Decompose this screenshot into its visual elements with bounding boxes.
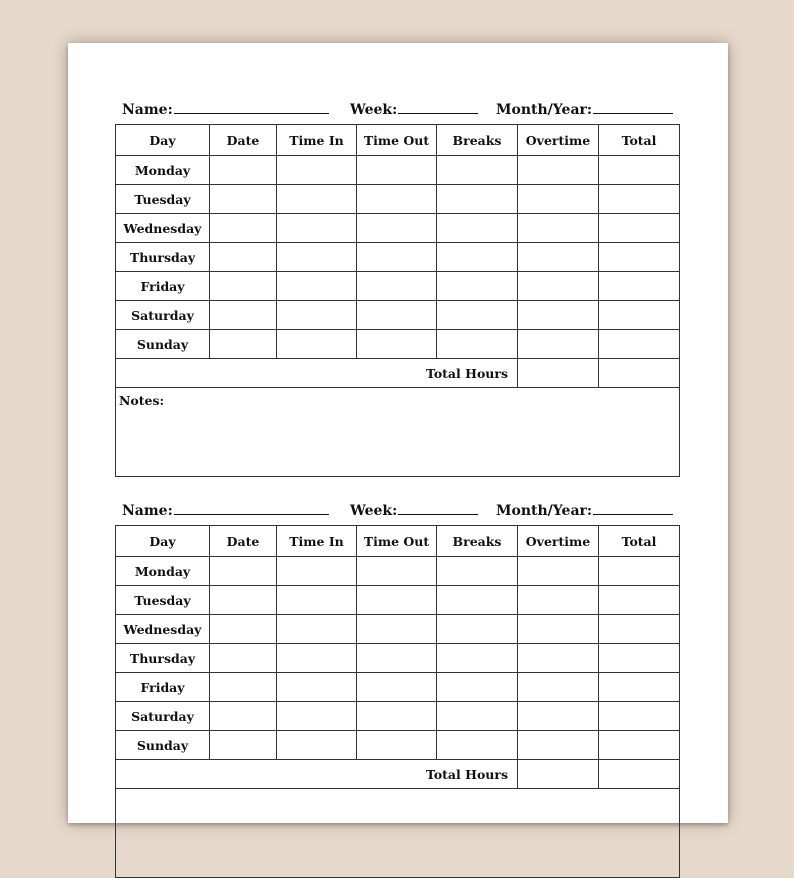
total-cell[interactable] <box>599 185 680 214</box>
month-year-label: Month/Year: <box>496 102 593 118</box>
timesheet-table <box>115 124 680 477</box>
day-label: Tuesday <box>116 185 210 214</box>
table-row <box>116 673 680 702</box>
breaks-cell[interactable] <box>437 272 518 301</box>
time-out-cell[interactable] <box>357 272 437 301</box>
overtime-cell[interactable] <box>518 185 599 214</box>
total-cell[interactable] <box>599 673 680 702</box>
time-in-cell[interactable] <box>277 243 357 272</box>
date-cell[interactable] <box>210 243 277 272</box>
table-header-row <box>116 125 680 156</box>
table-row <box>116 557 680 586</box>
notes-row <box>116 789 680 878</box>
table-row <box>116 214 680 243</box>
time-in-cell[interactable] <box>277 301 357 330</box>
timesheet-section-2 <box>115 502 679 782</box>
grand-total-cell[interactable] <box>599 359 680 388</box>
column-header-day: Day <box>116 125 210 156</box>
total-cell[interactable] <box>599 301 680 330</box>
time-out-cell[interactable] <box>357 330 437 359</box>
month-year-blank[interactable] <box>593 502 673 515</box>
date-cell[interactable] <box>210 673 277 702</box>
column-header-breaks: Breaks <box>437 526 518 557</box>
column-header-breaks: Breaks <box>437 125 518 156</box>
overtime-cell[interactable] <box>518 330 599 359</box>
overtime-cell[interactable] <box>518 301 599 330</box>
time-out-cell[interactable] <box>357 615 437 644</box>
column-header-day: Day <box>116 526 210 557</box>
notes-area[interactable] <box>116 388 680 477</box>
date-cell[interactable] <box>210 330 277 359</box>
day-label: Friday <box>116 272 210 301</box>
total-cell[interactable] <box>599 214 680 243</box>
total-cell[interactable] <box>599 644 680 673</box>
notes-label: Notes: <box>119 393 165 408</box>
breaks-cell[interactable] <box>437 214 518 243</box>
breaks-cell[interactable] <box>437 185 518 214</box>
overtime-cell[interactable] <box>518 586 599 615</box>
overtime-cell[interactable] <box>518 243 599 272</box>
name-label: Name: <box>122 503 173 519</box>
breaks-cell[interactable] <box>437 330 518 359</box>
week-field[interactable] <box>350 502 478 519</box>
breaks-cell[interactable] <box>437 243 518 272</box>
column-header-total: Total <box>599 526 680 557</box>
day-label: Sunday <box>116 731 210 760</box>
total-cell[interactable] <box>599 243 680 272</box>
breaks-cell[interactable] <box>437 731 518 760</box>
time-out-cell[interactable] <box>357 243 437 272</box>
week-label: Week: <box>350 102 398 118</box>
time-out-cell[interactable] <box>357 301 437 330</box>
breaks-cell[interactable] <box>437 301 518 330</box>
time-out-cell[interactable] <box>357 673 437 702</box>
table-row <box>116 156 680 185</box>
time-out-cell[interactable] <box>357 156 437 185</box>
month-year-blank[interactable] <box>593 101 673 114</box>
grand-total-cell[interactable] <box>599 760 680 789</box>
breaks-cell[interactable] <box>437 156 518 185</box>
day-label: Wednesday <box>116 214 210 243</box>
breaks-cell[interactable] <box>437 615 518 644</box>
date-cell[interactable] <box>210 557 277 586</box>
time-in-cell[interactable] <box>277 615 357 644</box>
day-label: Thursday <box>116 243 210 272</box>
overtime-cell[interactable] <box>518 615 599 644</box>
table-row <box>116 731 680 760</box>
table-row <box>116 243 680 272</box>
total-cell[interactable] <box>599 586 680 615</box>
total-cell[interactable] <box>599 702 680 731</box>
time-in-cell[interactable] <box>277 557 357 586</box>
date-cell[interactable] <box>210 156 277 185</box>
timesheet-table <box>115 525 680 878</box>
time-out-cell[interactable] <box>357 557 437 586</box>
column-header-overtime: Overtime <box>518 125 599 156</box>
time-in-cell[interactable] <box>277 731 357 760</box>
month-year-label: Month/Year: <box>496 503 593 519</box>
date-cell[interactable] <box>210 185 277 214</box>
date-cell[interactable] <box>210 586 277 615</box>
total-cell[interactable] <box>599 272 680 301</box>
notes-row <box>116 388 680 477</box>
day-label: Tuesday <box>116 586 210 615</box>
date-cell[interactable] <box>210 615 277 644</box>
date-cell[interactable] <box>210 301 277 330</box>
total-cell[interactable] <box>599 156 680 185</box>
name-field[interactable] <box>122 101 329 118</box>
time-in-cell[interactable] <box>277 673 357 702</box>
table-row <box>116 330 680 359</box>
day-label: Saturday <box>116 702 210 731</box>
column-header-date: Date <box>210 526 277 557</box>
breaks-cell[interactable] <box>437 586 518 615</box>
name-blank[interactable] <box>174 101 329 114</box>
column-header-overtime: Overtime <box>518 526 599 557</box>
time-in-cell[interactable] <box>277 185 357 214</box>
table-row <box>116 702 680 731</box>
column-header-time-out: Time Out <box>357 526 437 557</box>
date-cell[interactable] <box>210 702 277 731</box>
overtime-cell[interactable] <box>518 272 599 301</box>
time-out-cell[interactable] <box>357 702 437 731</box>
table-row <box>116 615 680 644</box>
timesheet-page <box>68 43 728 823</box>
week-field[interactable] <box>350 101 478 118</box>
time-in-cell[interactable] <box>277 644 357 673</box>
overtime-cell[interactable] <box>518 214 599 243</box>
table-header-row <box>116 526 680 557</box>
timesheet-section-1 <box>115 101 679 408</box>
name-blank[interactable] <box>174 502 329 515</box>
time-out-cell[interactable] <box>357 586 437 615</box>
notes-area[interactable] <box>116 789 680 878</box>
header-fields <box>115 502 679 524</box>
overtime-cell[interactable] <box>518 156 599 185</box>
overtime-cell[interactable] <box>518 644 599 673</box>
column-header-total: Total <box>599 125 680 156</box>
date-cell[interactable] <box>210 272 277 301</box>
date-cell[interactable] <box>210 644 277 673</box>
overtime-cell[interactable] <box>518 731 599 760</box>
time-out-cell[interactable] <box>357 214 437 243</box>
date-cell[interactable] <box>210 731 277 760</box>
table-row <box>116 586 680 615</box>
table-row <box>116 301 680 330</box>
day-label: Saturday <box>116 301 210 330</box>
month-year-field[interactable] <box>496 101 673 118</box>
time-in-cell[interactable] <box>277 214 357 243</box>
time-in-cell[interactable] <box>277 586 357 615</box>
time-in-cell[interactable] <box>277 330 357 359</box>
total-cell[interactable] <box>599 557 680 586</box>
total-hours-label: Total Hours <box>116 359 518 388</box>
day-label: Thursday <box>116 644 210 673</box>
name-field[interactable] <box>122 502 329 519</box>
total-cell[interactable] <box>599 330 680 359</box>
total-cell[interactable] <box>599 731 680 760</box>
total-hours-row <box>116 760 680 789</box>
time-out-cell[interactable] <box>357 731 437 760</box>
day-label: Monday <box>116 156 210 185</box>
table-row <box>116 272 680 301</box>
breaks-cell[interactable] <box>437 702 518 731</box>
column-header-time-in: Time In <box>277 526 357 557</box>
column-header-time-out: Time Out <box>357 125 437 156</box>
header-fields <box>115 101 679 123</box>
date-cell[interactable] <box>210 214 277 243</box>
column-header-date: Date <box>210 125 277 156</box>
time-out-cell[interactable] <box>357 185 437 214</box>
name-label: Name: <box>122 102 173 118</box>
overtime-total-cell[interactable] <box>518 760 599 789</box>
table-row <box>116 185 680 214</box>
overtime-cell[interactable] <box>518 673 599 702</box>
week-blank[interactable] <box>398 502 478 515</box>
table-row <box>116 644 680 673</box>
day-label: Sunday <box>116 330 210 359</box>
total-hours-row <box>116 359 680 388</box>
column-header-time-in: Time In <box>277 125 357 156</box>
total-hours-label: Total Hours <box>116 760 518 789</box>
time-in-cell[interactable] <box>277 272 357 301</box>
day-label: Wednesday <box>116 615 210 644</box>
breaks-cell[interactable] <box>437 557 518 586</box>
day-label: Monday <box>116 557 210 586</box>
breaks-cell[interactable] <box>437 673 518 702</box>
month-year-field[interactable] <box>496 502 673 519</box>
week-label: Week: <box>350 503 398 519</box>
breaks-cell[interactable] <box>437 644 518 673</box>
day-label: Friday <box>116 673 210 702</box>
overtime-cell[interactable] <box>518 557 599 586</box>
time-in-cell[interactable] <box>277 702 357 731</box>
total-cell[interactable] <box>599 615 680 644</box>
overtime-cell[interactable] <box>518 702 599 731</box>
overtime-total-cell[interactable] <box>518 359 599 388</box>
time-out-cell[interactable] <box>357 644 437 673</box>
time-in-cell[interactable] <box>277 156 357 185</box>
week-blank[interactable] <box>398 101 478 114</box>
